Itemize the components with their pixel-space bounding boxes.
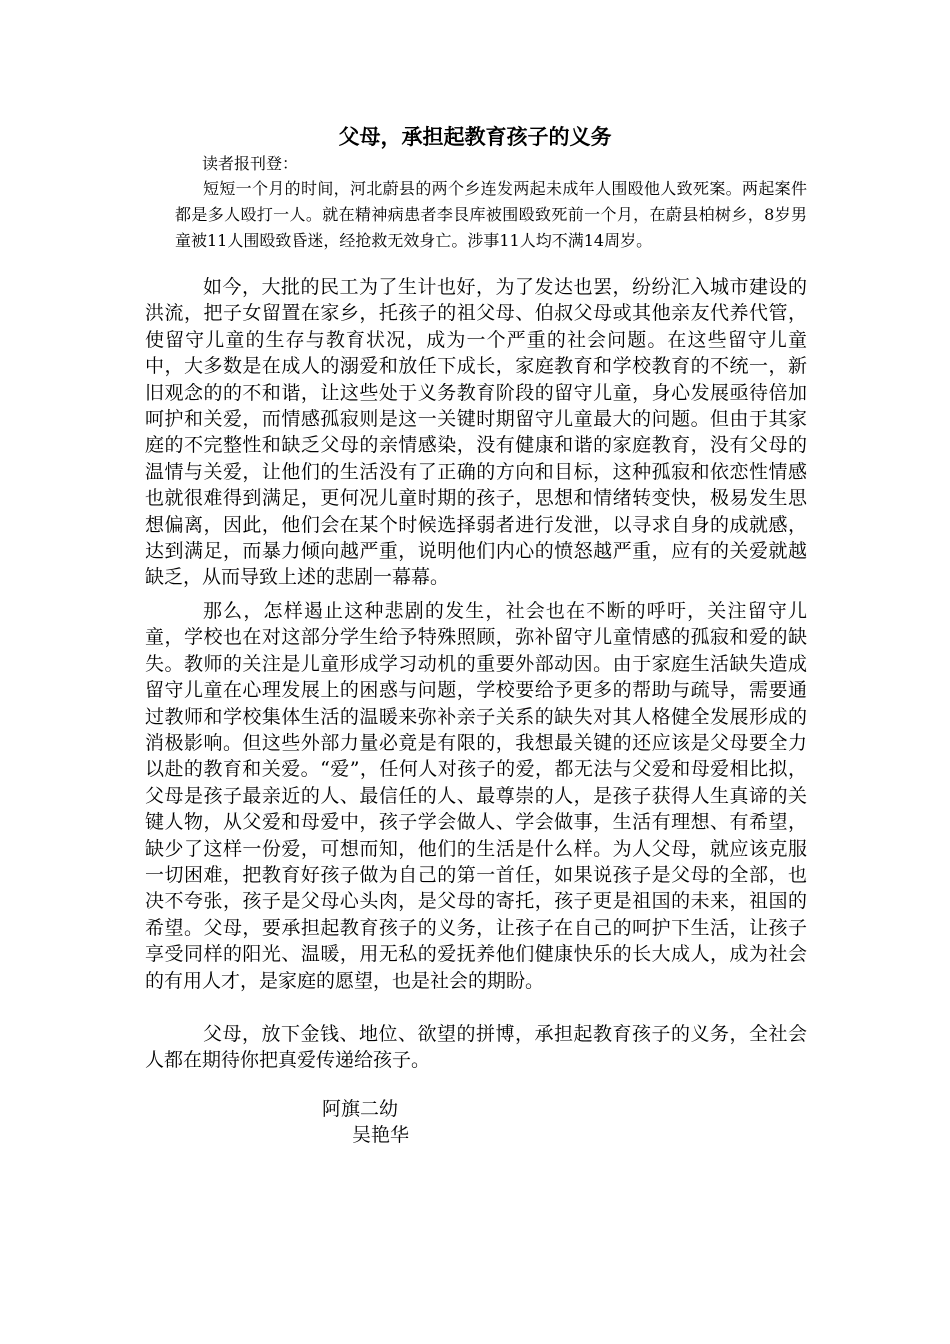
body-paragraph-2: 那么，怎样遏止这种悲剧的发生，社会也在不断的呼吁，关注留守儿童，学校也在对这部分学生给予特殊照顾，弥补留守儿童情感的孤寂和爱的缺失。教师的关注是儿童形成学习动机的重要外部动因。由于家庭生活缺失造成留守儿童在心理发展上的困惑与问题，学校要给予更多的帮助与疏导，需要通过教师和学校集体生活的温暖来弥补亲子关系的缺失对其人格健全发展形成的消极影响。但这些外部力量必竟是有限的，我想最关键的还应该是父母要全力以赴的教育和关爱。“爱”，任何人对孩子的爱，都无法与父爱和母爱相比拟，父母是孩子最亲近的人、最信任的人、最尊崇的人，是孩子获得人生真谛的关键人物，从父爱和母爱中，孩子学会做人、学会做事，生活有理想、有希望，缺少了这样一份爱，可想而知，他们的生活是什么样。为人父母，就应该克服一切困难，把教育好孩子做为自己的第一首任，如果说孩子是父母的全部，也决不夸张，孩子是父母心头肉，是父母的寄托，孩子更是祖国的未来，祖国的希望。父母，要承担起教育孩子的义务，让孩子在自己的呵护下生活，让孩子享受同样的阳光、温暖，用无私的爱抚养他们健康快乐的长大成人，成为社会的有用人才，是家庭的愿望，也是社会的期盼。 [145, 600, 807, 992]
signature-author: 吴艳华 [352, 1124, 410, 1146]
quoted-news-excerpt: 短短一个月的时间，河北蔚县的两个乡连发两起未成年人围殴他人致死案。两起案件都是多人殴打一人。就在精神病患者李艮库被围殴致死前一个月，在蔚县柏树乡，8岁男童被11人围殴致昏迷，经抢救无效身亡。涉事11人均不满14周岁。 [175, 179, 807, 250]
document-title: 父母，承担起教育孩子的义务 [338, 124, 612, 149]
body-paragraph-3: 父母，放下金钱、地位、欲望的拼博，承担起教育孩子的义务，全社会人都在期待你把真爱传递给孩子。 [145, 1023, 807, 1072]
signature-school: 阿旗二幼 [322, 1098, 399, 1120]
body-paragraph-1: 如今，大批的民工为了生计也好，为了发达也罢，纷纷汇入城市建设的洪流，把子女留置在家乡，托孩子的祖父母、伯叔父母或其他亲友代养代管，使留守儿童的生存与教育状况，成为一个严重的社会问题。在这些留守儿童中，大多数是在成人的溺爱和放任下成长，家庭教育和学校教育的不统一，新旧观念的的不和谐，让这些处于义务教育阶段的留守儿童，身心发展亟待倍加呵护和关爱，而情感孤寂则是这一关键时期留守儿童最大的问题。但由于其家庭的不完整性和缺乏父母的亲情感染，没有健康和谐的家庭教育，没有父母的温情与关爱，让他们的生活没有了正确的方向和目标，这种孤寂和依恋性情感也就很难得到满足，更何况儿童时期的孩子，思想和情绪转变快，极易发生思想偏离，因此，他们会在某个时候选择弱者进行发泄，以寻求自身的成就感，达到满足，而暴力倾向越严重，说明他们内心的愤怒越严重，应有的关爱就越缺乏，从而导致上述的悲剧一幕幕。 [145, 276, 807, 589]
source-line: 读者报刊登： [202, 154, 299, 173]
